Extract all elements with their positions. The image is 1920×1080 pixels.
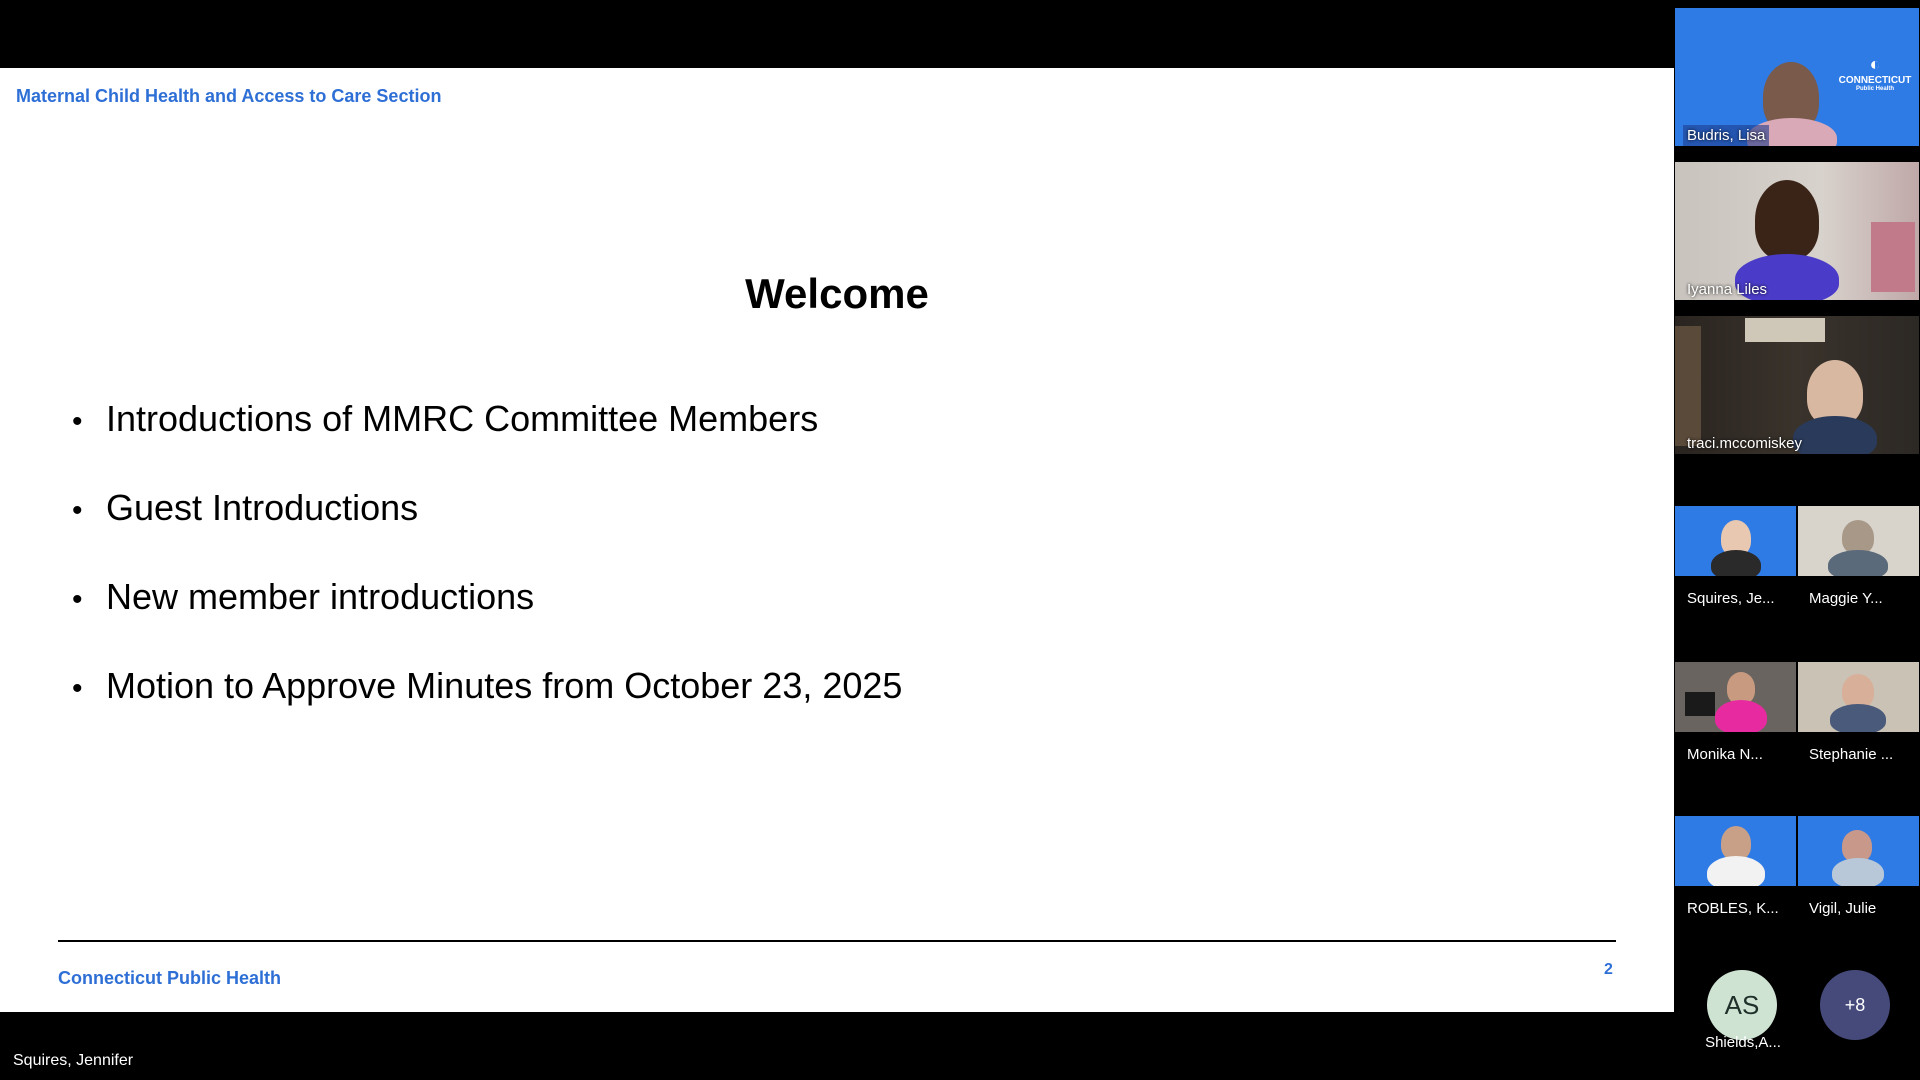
participant-name: Stephanie ... bbox=[1809, 746, 1894, 763]
participant-tile-squires[interactable] bbox=[1675, 506, 1796, 576]
logo-text: CONNECTICUT bbox=[1838, 75, 1912, 86]
participant-video bbox=[1828, 550, 1888, 576]
slide-title: Welcome bbox=[745, 270, 929, 317]
participant-video bbox=[1871, 222, 1915, 292]
participant-tile-maggie[interactable] bbox=[1798, 506, 1919, 576]
participant-name: Squires, Je... bbox=[1687, 590, 1775, 607]
avatar-initials: AS bbox=[1724, 989, 1760, 1020]
participant-video bbox=[1842, 674, 1874, 708]
participant-name: Budris, Lisa bbox=[1683, 125, 1769, 146]
presenter-name-label: Squires, Jennifer bbox=[13, 1052, 134, 1069]
participant-avatar[interactable] bbox=[1707, 970, 1777, 1040]
shared-slide bbox=[0, 68, 1674, 1012]
participant-video bbox=[1830, 704, 1886, 732]
participant-tile-iyanna[interactable] bbox=[1675, 162, 1919, 300]
slide-bullet-list bbox=[72, 398, 902, 754]
participant-video bbox=[1675, 326, 1701, 446]
more-participants-count: +8 bbox=[1844, 994, 1866, 1015]
bullet-dot-icon: • bbox=[72, 494, 83, 527]
participant-video bbox=[1685, 692, 1715, 716]
connecticut-logo-icon: ◐ CONNECTICUT Public Health bbox=[1835, 54, 1915, 92]
participant-name: Iyanna Liles bbox=[1687, 281, 1768, 298]
bullet-dot-icon: • bbox=[72, 583, 83, 616]
participant-video bbox=[1707, 856, 1765, 886]
participant-name: traci.mccomiskey bbox=[1687, 435, 1803, 452]
slide-page-number: 2 bbox=[1604, 961, 1613, 978]
participant-video bbox=[1755, 180, 1819, 260]
bullet-dot-icon: • bbox=[72, 672, 83, 705]
participant-name: ROBLES, K... bbox=[1687, 900, 1779, 917]
participant-video bbox=[1721, 826, 1751, 860]
participant-name: Monika N... bbox=[1687, 746, 1763, 763]
footer-divider bbox=[58, 940, 1616, 942]
participant-tile-monika[interactable] bbox=[1675, 662, 1796, 732]
participant-video bbox=[1711, 550, 1761, 576]
bullet-dot-icon: • bbox=[72, 405, 83, 438]
participant-video bbox=[1715, 700, 1767, 732]
bullet-text: Introductions of MMRC Committee Members bbox=[106, 398, 819, 439]
bullet-item bbox=[72, 398, 902, 487]
participant-tile-vigil[interactable] bbox=[1798, 816, 1919, 886]
logo-subtext: Public Health bbox=[1855, 86, 1894, 92]
participant-tile-traci[interactable] bbox=[1675, 316, 1919, 454]
participant-tile-stephanie[interactable] bbox=[1798, 662, 1919, 732]
bullet-item bbox=[72, 576, 902, 665]
bullet-text: Motion to Approve Minutes from October 23, 2025 bbox=[106, 665, 903, 706]
participant-video bbox=[1832, 858, 1884, 886]
participant-name: Shields,A... bbox=[1705, 1034, 1781, 1051]
participant-tile-budris[interactable] bbox=[1675, 8, 1919, 146]
slide-section-header: Maternal Child Health and Access to Care Section bbox=[16, 86, 442, 106]
participant-tile-robles[interactable] bbox=[1675, 816, 1796, 886]
footer-organization: Connecticut Public Health bbox=[58, 968, 282, 988]
bullet-item bbox=[72, 487, 902, 576]
more-participants-button[interactable] bbox=[1820, 970, 1890, 1040]
participant-name: Maggie Y... bbox=[1809, 590, 1883, 607]
participant-video bbox=[1745, 318, 1825, 342]
participant-name: Vigil, Julie bbox=[1809, 900, 1877, 917]
bullet-item bbox=[72, 665, 902, 754]
participant-panel[interactable] bbox=[1674, 0, 1920, 1080]
bullet-text: Guest Introductions bbox=[106, 487, 419, 528]
bullet-text: New member introductions bbox=[106, 576, 535, 617]
participant-video bbox=[1842, 520, 1874, 554]
